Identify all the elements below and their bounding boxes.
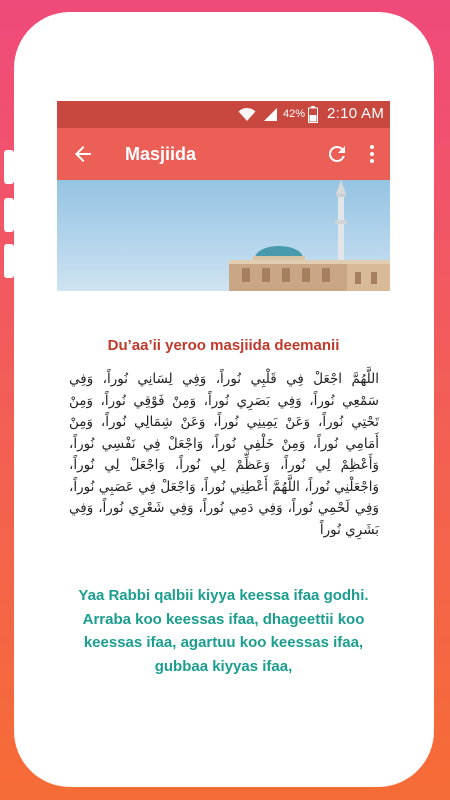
more-vert-icon[interactable]	[360, 142, 384, 166]
refresh-icon[interactable]	[325, 142, 349, 166]
dua-heading: Du’aa’ii yeroo masjiida deemanii	[107, 337, 340, 354]
battery-icon	[308, 106, 318, 123]
signal-icon	[262, 107, 278, 122]
dua-content	[57, 291, 390, 700]
mosque-illustration	[57, 180, 390, 291]
clock: 2:10 AM	[327, 105, 385, 122]
phone-side-button	[4, 198, 14, 232]
status-bar	[57, 101, 390, 128]
arabic-dua-text: اللَّهُمَّ اجْعَلْ فِي قَلْبِي نُوراً، وَفِي لِسَانِي نُوراً، وَفِي سَمْعِي نُوراً، وَفِي بَصَرِي نُوراً، وَمِنْ فَوْقِي نُوراً، وَمِنْ تَحْتِي نُوراً، وَعَنْ يَمِينِي نُوراً، وَعَنْ شِمَالِي نُوراً، وَمِنْ أَمَامِي نُوراً، وَمِنْ خَلْفِي نُوراً، وَاجْعَلْ فِي نَفْسِي نُوراً، وَأَعْظِمْ لِي نُوراً، وَعَظِّمْ لِي نُوراً، وَاجْعَلْ لِي نُوراً، وَاجْعَلْنِي نُوراً، اللَّهُمَّ أَعْطِنِي نُوراً، وَاجْعَلْ فِي عَصَبِي نُوراً، وَفِي لَحْمِي نُوراً، وَفِي دَمِي نُوراً، وَفِي شَعْرِي نُوراً، وَفِي بَشَرِي نُوراً	[69, 371, 379, 538]
phone-side-button	[4, 150, 14, 184]
phone-side-button	[4, 244, 14, 278]
page-title: Masjiida	[125, 144, 197, 164]
app-toolbar	[57, 128, 390, 180]
battery-percent: 42%	[283, 108, 306, 120]
wifi-icon	[238, 107, 256, 122]
app-screen	[57, 101, 390, 700]
dua-translation: Yaa Rabbi qalbii kiyya keessa ifaa godhi. Arraba koo keessas ifaa, dhageettii koo keessas ifaa, agartuu koo keessas ifaa, gubbaa kiyyas ifaa,	[78, 587, 369, 675]
mosque-header-image	[57, 180, 390, 291]
back-arrow-icon[interactable]	[71, 142, 95, 166]
